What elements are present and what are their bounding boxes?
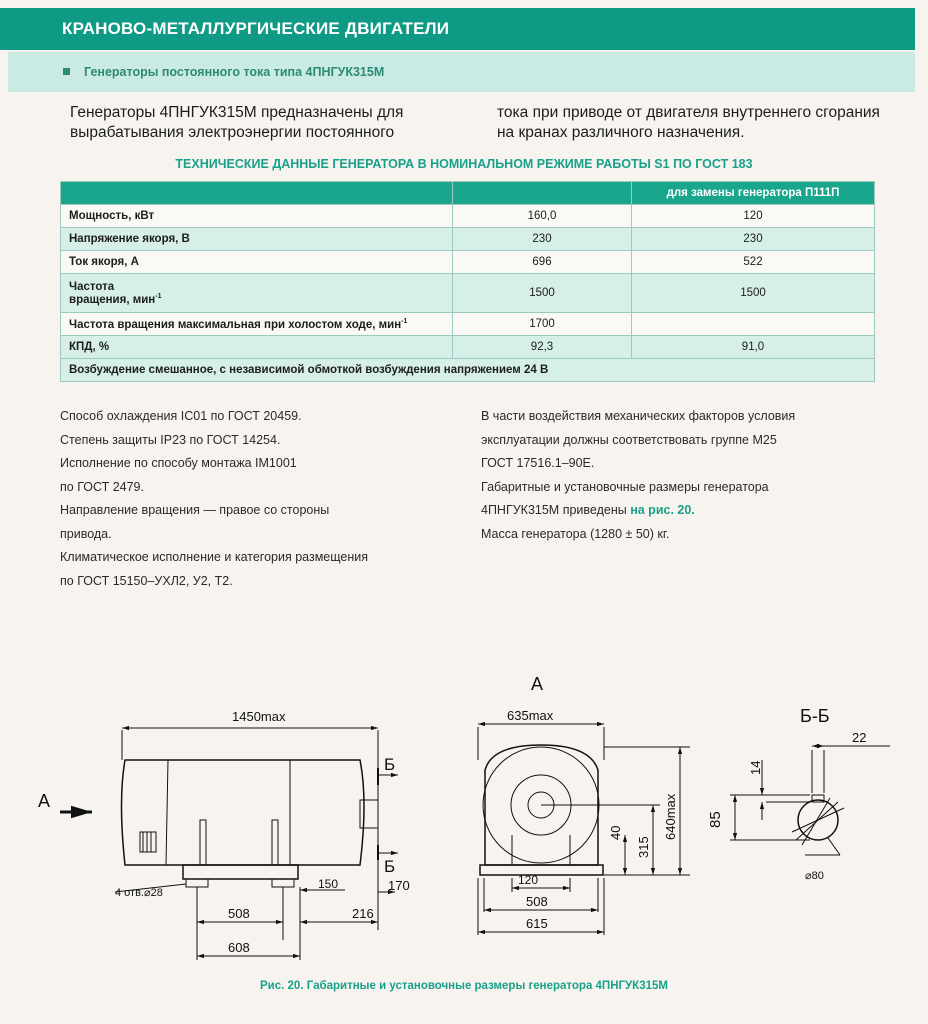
section-mark-bottom: Б xyxy=(384,857,396,876)
row-value-replacement: 91,0 xyxy=(632,336,875,359)
row-name: Ток якоря, А xyxy=(61,251,453,274)
dim-216: 216 xyxy=(352,906,374,921)
row-value: 92,3 xyxy=(453,336,632,359)
arrow-label: А xyxy=(38,791,51,811)
dim-150: 150 xyxy=(318,877,339,891)
row-name: Мощность, кВт xyxy=(61,205,453,228)
dim-120: 120 xyxy=(518,873,539,887)
row-value-replacement: 230 xyxy=(632,228,875,251)
dim-85: 85 xyxy=(707,811,724,828)
side-view xyxy=(60,728,398,960)
subsection-title: Генераторы постоянного тока типа 4ПНГУК315М xyxy=(84,65,385,79)
dim-14: 14 xyxy=(748,760,763,775)
row-value-replacement xyxy=(632,313,875,336)
row-value-replacement: 120 xyxy=(632,205,875,228)
row-value: 230 xyxy=(453,228,632,251)
row-value: 1500 xyxy=(453,274,632,313)
table-row xyxy=(61,205,875,228)
dimension-drawing xyxy=(0,660,928,980)
dim-315: 315 xyxy=(636,836,651,858)
dim-615: 615 xyxy=(526,916,548,931)
table-row xyxy=(61,228,875,251)
figure-caption: Рис. 20. Габаритные и установочные размеры генератора 4ПНГУК315М xyxy=(260,980,668,992)
row-name: Частота вращения максимальная при холостом ходе, мин$^{-1}$ xyxy=(61,313,453,336)
table-header-row xyxy=(61,182,875,205)
figure-link[interactable]: на рис. 20. xyxy=(630,503,695,517)
row-name: Напряжение якоря, В xyxy=(61,228,453,251)
dim-608: 608 xyxy=(228,940,250,955)
intro-right: тока при приводе от двигателя внутреннего сгорания на кранах различного назначения. xyxy=(497,104,880,141)
table-row xyxy=(61,336,875,359)
intro-left: Генераторы 4ПНГУК315М предназначены для вырабатывания электроэнергии постоянного xyxy=(70,104,404,141)
table-row xyxy=(61,274,875,313)
bullet-square-icon xyxy=(63,68,70,75)
subsection-header xyxy=(8,52,915,92)
notes-right: В части воздействия механических факторов условия эксплуатации должны соответствовать группе М25 ГОСТ 17516.1–90Е. Габаритные и установочные размеры генератора 4ПНГУК315М приведены на рис. 20. Масса генератора (1280 ± 50) кг. xyxy=(481,409,796,541)
table-title: ТЕХНИЧЕСКИЕ ДАННЫЕ ГЕНЕРАТОРА В НОМИНАЛЬНОМ РЕЖИМЕ РАБОТЫ S1 ПО ГОСТ 183 xyxy=(175,157,753,171)
dim-holes: 4 отв.⌀28 xyxy=(115,887,163,899)
table-footer-row xyxy=(61,359,875,382)
row-name: Частота вращения, мин$^{-1}$ xyxy=(61,274,453,313)
row-value: 1700 xyxy=(453,313,632,336)
column-header: для замены генератора П111П xyxy=(632,182,875,205)
section-header: КРАНОВО-МЕТАЛЛУРГИЧЕСКИЕ ДВИГАТЕЛИ xyxy=(0,8,915,50)
row-name: КПД, % xyxy=(61,336,453,359)
row-value: 160,0 xyxy=(453,205,632,228)
front-view xyxy=(478,724,690,935)
row-value-replacement: 1500 xyxy=(632,274,875,313)
dim-508-side: 508 xyxy=(228,906,250,921)
dim-22: 22 xyxy=(852,730,867,745)
section-label: Б-Б xyxy=(800,706,830,726)
table-footer: Возбуждение смешанное, с независимой обмоткой возбуждения напряжением 24 В xyxy=(61,359,875,382)
dim-40: 40 xyxy=(608,825,623,840)
dim-640: 640max xyxy=(663,793,678,840)
dim-length: 1450max xyxy=(232,709,286,724)
dim-508-front: 508 xyxy=(526,894,548,909)
table-row xyxy=(61,313,875,336)
row-value: 696 xyxy=(453,251,632,274)
dim-635: 635max xyxy=(507,708,554,723)
spec-table xyxy=(60,181,875,382)
dim-80: ⌀80 xyxy=(805,870,824,882)
view-label: А xyxy=(531,674,544,694)
notes-left: Способ охлаждения IC01 по ГОСТ 20459. Степень защиты IP23 по ГОСТ 14254. Исполнение по способу монтажа IM1001 по ГОСТ 2479. Направление вращения — правое со стороны привода. Климатическое исполнение и категория размещения по ГОСТ 15150–УХЛ2, У2, Т2. xyxy=(60,409,368,588)
table-row xyxy=(61,251,875,274)
dim-170: 170 xyxy=(388,878,410,893)
section-mark-top: Б xyxy=(384,755,396,774)
row-value-replacement: 522 xyxy=(632,251,875,274)
